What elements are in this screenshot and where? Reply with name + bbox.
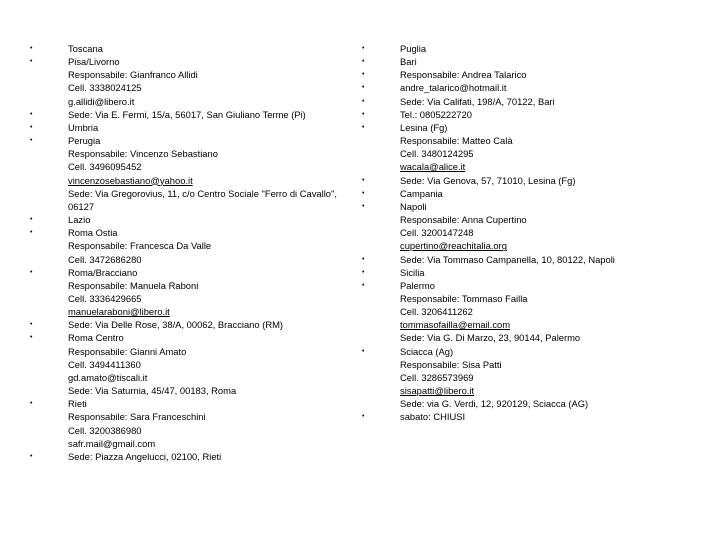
text-line: Sciacca (Ag) (400, 345, 454, 357)
bullet-icon: • (362, 202, 365, 210)
text-line: Sicilia (400, 266, 425, 278)
text-line: Bari (400, 56, 417, 68)
list-item (30, 331, 350, 397)
list-item (362, 95, 692, 108)
list-item (30, 121, 350, 134)
bullet-icon: • (30, 321, 33, 329)
text-line: Puglia (400, 43, 427, 54)
text-line: Responsabile: Gianfranco Allidi (68, 69, 198, 81)
text-line: Cell. 3472686280 (68, 253, 142, 265)
list-item (30, 55, 350, 108)
text-line: Sede: Via Tommaso Campanella, 10, 80122, Napoli (400, 253, 615, 265)
list-item (30, 318, 350, 331)
list-item (362, 55, 692, 68)
right-column (362, 42, 692, 424)
list-item (30, 213, 350, 226)
email-link[interactable]: vincenzosebastiano@yahoo.it (68, 174, 193, 186)
list-item (30, 42, 350, 55)
bullet-icon: • (30, 58, 33, 66)
text-line: Napoli (400, 200, 427, 212)
email-link[interactable]: cupertino@reachitalia.org (400, 240, 507, 252)
email-link[interactable]: manuelaraboni@libero.it (68, 306, 170, 318)
bullet-icon: • (30, 334, 33, 342)
list-item (362, 253, 692, 266)
bullet-icon: • (362, 176, 365, 184)
bullet-icon: • (362, 281, 365, 289)
text-line: Sede: Via Delle Rose, 38/A, 00062, Bracciano (RM) (68, 319, 284, 331)
text-line: Cell. 3338024125 (68, 82, 142, 94)
text-line: gd.amato@tiscali.it (68, 371, 148, 383)
text-line: Roma/Bracciano (68, 266, 138, 278)
bullet-icon: • (362, 413, 365, 421)
text-line: safr.mail@gmail.com (68, 437, 156, 449)
text-line: Cell. 3496095452 (68, 161, 142, 173)
list-item (362, 410, 692, 423)
text-line: Lazio (68, 214, 91, 226)
text-line: Sede: Via Gregorovius, 11, c/o Centro Sociale "Ferro di Cavallo", 06127 (68, 187, 337, 212)
bullet-icon: • (362, 268, 365, 276)
text-line: Responsabile: Vincenzo Sebastiano (68, 148, 218, 160)
text-line: Sede: Via Califati, 198/A, 70122, Bari (400, 95, 555, 107)
text-line: Cell. 3494411360 (68, 358, 141, 370)
bullet-icon: • (362, 123, 365, 131)
text-line: sabato: CHIUSI (400, 411, 466, 423)
text-line: Responsabile: Gianni Amato (68, 345, 187, 357)
text-line: Cell. 3200147248 (400, 227, 474, 239)
list-item (362, 187, 692, 200)
list-item (30, 134, 350, 213)
list-item (30, 450, 350, 463)
text-line: Responsabile: Matteo Calà (400, 135, 513, 147)
email-link[interactable]: wacala@alice.it (400, 161, 466, 173)
text-line: Perugia (68, 135, 101, 147)
bullet-icon: • (30, 400, 33, 408)
text-line: Sede: Via Saturnia, 45/47, 00183, Roma (68, 385, 237, 397)
text-line: Lesina (Fg) (400, 121, 448, 133)
text-line: Roma Ostia (68, 227, 118, 239)
list-item (362, 174, 692, 187)
list-item (362, 266, 692, 279)
text-line: Sede: Piazza Angelucci, 02100, Rieti (68, 450, 222, 462)
text-line: Campania (400, 187, 443, 199)
left-column (30, 42, 350, 463)
list-item (362, 345, 692, 411)
text-line: Sede: via G. Verdi, 12, 920129, Sciacca (AG) (400, 398, 589, 410)
bullet-icon: • (30, 216, 33, 224)
text-line: Sede: Via G. Di Marzo, 23, 90144, Palermo (400, 332, 581, 344)
email-link[interactable]: tommasofailla@email.com (400, 319, 511, 331)
bullet-icon: • (362, 347, 365, 355)
text-line: andre_talarico@hotmail.it (400, 82, 507, 94)
bullet-icon: • (362, 84, 365, 92)
text-line: Responsabile: Francesca Da Valle (68, 240, 212, 252)
text-line: Responsabile: Andrea Talarico (400, 69, 527, 81)
bullet-icon: • (30, 45, 33, 52)
bullet-icon: • (30, 137, 33, 145)
text-line: Responsabile: Sisa Patti (400, 358, 502, 370)
text-line: Palermo (400, 279, 435, 291)
bullet-icon: • (362, 45, 365, 52)
list-item (362, 200, 692, 253)
list-item (362, 279, 692, 345)
bullet-icon: • (30, 110, 33, 118)
text-line: Toscana (68, 43, 103, 54)
list-item (362, 68, 692, 81)
bullet-icon: • (362, 189, 365, 197)
text-line: Tel.: 0805222720 (400, 108, 472, 120)
text-line: Sede: Via Genova, 57, 71010, Lesina (Fg) (400, 174, 576, 186)
text-line: Responsabile: Manuela Raboni (68, 279, 199, 291)
bullet-icon: • (30, 123, 33, 131)
bullet-icon: • (362, 71, 365, 79)
list-item (30, 226, 350, 265)
text-line: Cell. 3200386980 (68, 424, 142, 436)
bullet-icon: • (362, 97, 365, 105)
bullet-icon: • (30, 268, 33, 276)
email-link[interactable]: sisapatti@libero.it (400, 385, 475, 397)
text-line: Cell. 3336429665 (68, 292, 142, 304)
text-line: Cell. 3480124295 (400, 148, 474, 160)
bullet-icon: • (362, 255, 365, 263)
text-line: Rieti (68, 398, 87, 410)
list-item (362, 121, 692, 174)
text-line: Roma Centro (68, 332, 124, 344)
text-line: Pisa/Livorno (68, 56, 120, 68)
bullet-icon: • (362, 58, 365, 66)
bullet-icon: • (30, 229, 33, 237)
list-item (362, 42, 692, 55)
list-item (362, 108, 692, 121)
text-line: Responsabile: Tommaso Failla (400, 292, 528, 304)
text-line: Cell. 3206411262 (400, 306, 473, 318)
text-line: Responsabile: Anna Cupertino (400, 214, 527, 226)
list-item (30, 397, 350, 450)
list-item (362, 81, 692, 94)
text-line: Umbria (68, 121, 99, 133)
bullet-icon: • (362, 110, 365, 118)
list-item (30, 266, 350, 319)
bullet-icon: • (30, 452, 33, 460)
text-line: g.allidi@libero.it (68, 95, 135, 107)
text-line: Sede: Via E. Fermi, 15/a, 56017, San Giuliano Terme (Pi) (68, 108, 306, 120)
text-line: Responsabile: Sara Franceschini (68, 411, 206, 423)
text-line: Cell. 3286573969 (400, 371, 474, 383)
list-item (30, 108, 350, 121)
